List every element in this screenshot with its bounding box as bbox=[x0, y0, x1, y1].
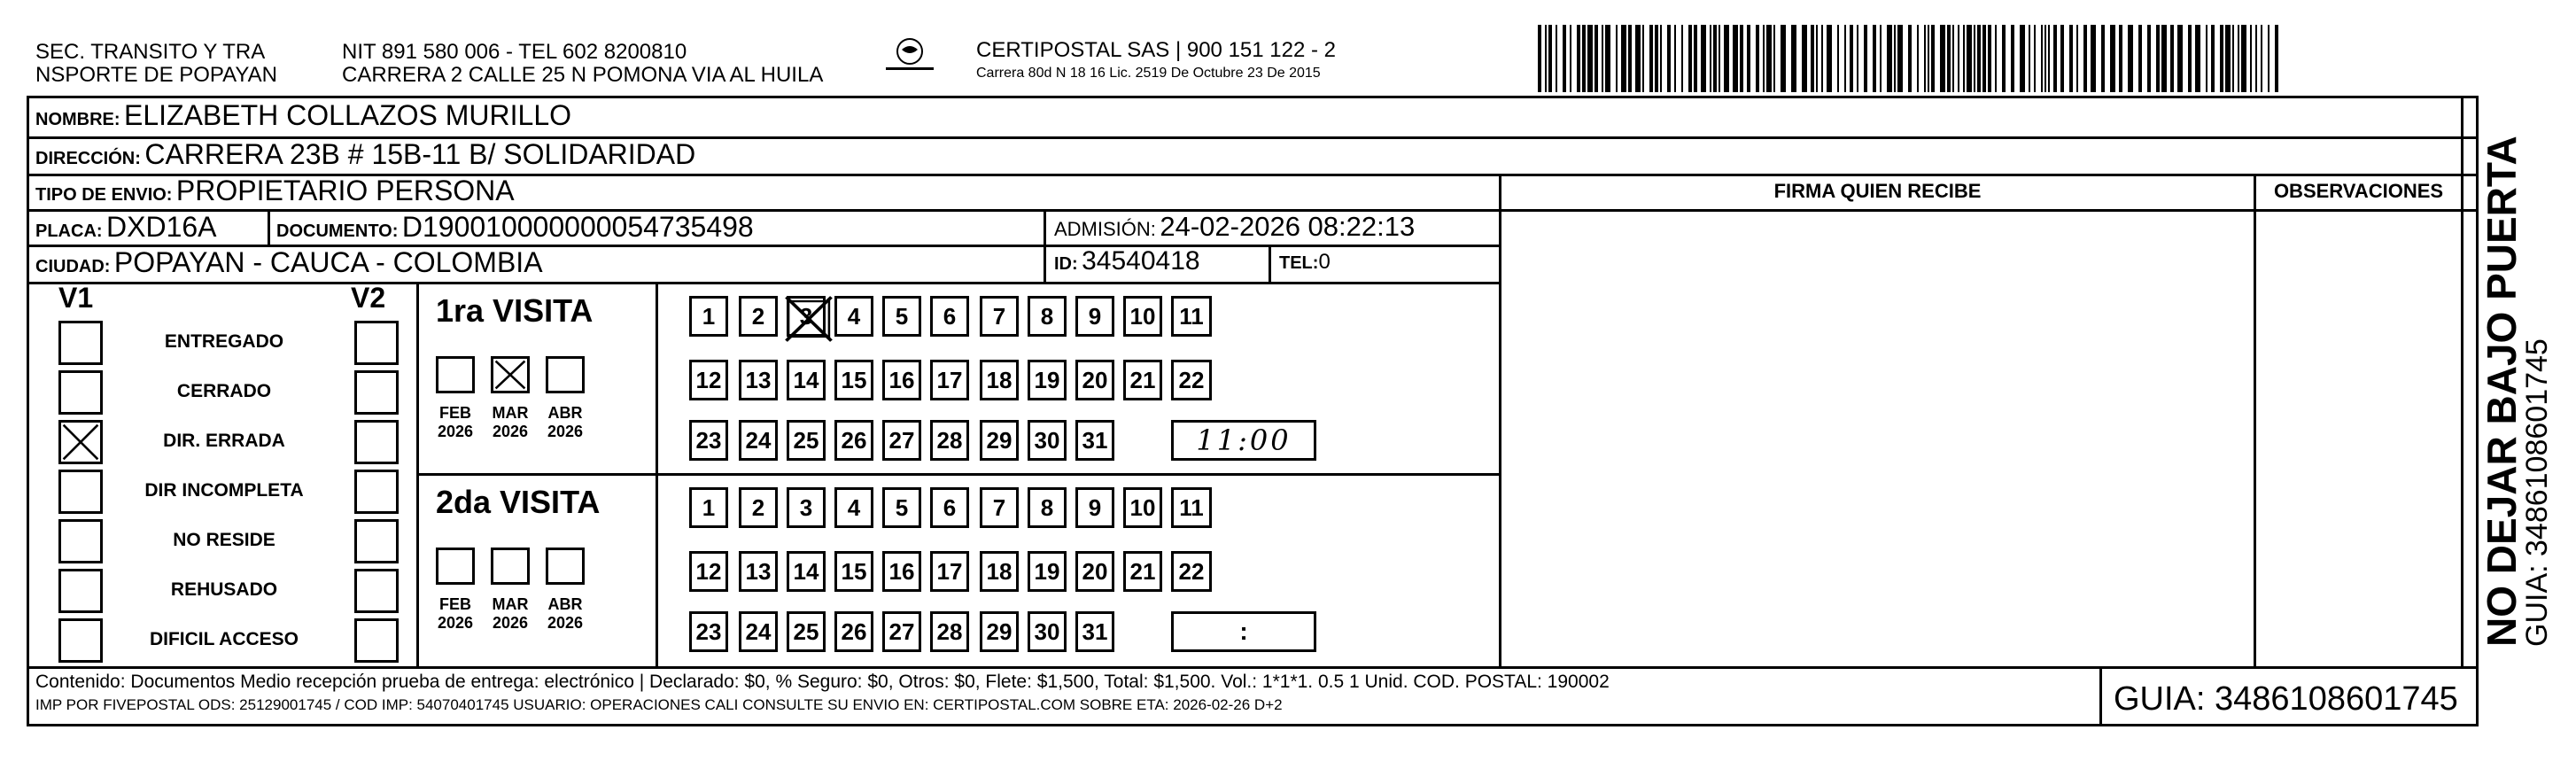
day-box[interactable] bbox=[787, 551, 826, 592]
status-v1-checkbox[interactable] bbox=[58, 470, 103, 514]
day-number: 3 bbox=[799, 302, 813, 330]
day-box[interactable] bbox=[1075, 611, 1114, 652]
status-v1-checkbox[interactable] bbox=[58, 321, 103, 365]
day-box[interactable] bbox=[1171, 551, 1212, 592]
divider bbox=[1269, 245, 1271, 282]
divider bbox=[1499, 209, 2461, 212]
day-box[interactable] bbox=[689, 296, 728, 337]
day-box[interactable] bbox=[834, 551, 873, 592]
day-box[interactable] bbox=[689, 487, 728, 528]
day-number: 24 bbox=[745, 618, 772, 645]
day-number: 29 bbox=[986, 618, 1013, 645]
day-box[interactable] bbox=[787, 296, 826, 337]
day-box[interactable] bbox=[1123, 360, 1162, 400]
status-v2-checkbox[interactable] bbox=[354, 519, 399, 563]
day-box[interactable] bbox=[1028, 611, 1067, 652]
barcode bbox=[1538, 25, 2287, 92]
day-number: 23 bbox=[695, 426, 722, 454]
month-label bbox=[539, 404, 592, 441]
side-guia: GUIA: 3486108601745 bbox=[2520, 338, 2554, 647]
month-name: FEB bbox=[439, 404, 471, 422]
footer-guia: GUIA: 3486108601745 bbox=[2114, 680, 2458, 718]
divider bbox=[268, 209, 270, 246]
day-number: 3 bbox=[799, 493, 813, 521]
day-number: 12 bbox=[695, 366, 722, 393]
day-box[interactable] bbox=[1028, 551, 1067, 592]
documento-value: D190010000000054735498 bbox=[401, 211, 754, 243]
carrier-address: Carrera 80d N 18 16 Lic. 2519 De Octubre 23 De 2015 bbox=[976, 66, 1321, 81]
month-year: 2026 bbox=[437, 423, 474, 440]
day-box[interactable] bbox=[1075, 360, 1114, 400]
day-box[interactable] bbox=[1171, 487, 1212, 528]
day-number: 10 bbox=[1129, 302, 1156, 330]
day-number: 30 bbox=[1034, 618, 1060, 645]
month-checkbox[interactable] bbox=[546, 356, 585, 393]
day-number: 18 bbox=[986, 557, 1013, 585]
x-mark-icon bbox=[61, 423, 100, 462]
admision-label: ADMISIÓN: bbox=[1054, 218, 1156, 240]
status-v1-checkbox[interactable] bbox=[58, 420, 103, 464]
month-name: ABR bbox=[547, 404, 583, 422]
day-box[interactable] bbox=[689, 420, 728, 461]
day-box[interactable] bbox=[882, 551, 921, 592]
day-box[interactable] bbox=[739, 487, 778, 528]
day-box[interactable] bbox=[739, 551, 778, 592]
day-number: 17 bbox=[936, 557, 963, 585]
day-number: 23 bbox=[695, 618, 722, 645]
status-v1-checkbox[interactable] bbox=[58, 569, 103, 613]
day-number: 27 bbox=[888, 426, 915, 454]
status-option-label: DIR INCOMPLETA bbox=[144, 480, 304, 501]
observaciones-area[interactable] bbox=[2257, 213, 2459, 664]
month-label bbox=[484, 595, 537, 633]
day-box[interactable] bbox=[980, 296, 1019, 337]
day-box[interactable] bbox=[980, 360, 1019, 400]
day-number: 10 bbox=[1129, 493, 1156, 521]
day-number: 15 bbox=[841, 557, 867, 585]
documento-row bbox=[276, 211, 754, 244]
placa-label: PLACA: bbox=[35, 221, 103, 241]
month-name: ABR bbox=[547, 595, 583, 613]
day-number: 28 bbox=[936, 426, 963, 454]
day-number: 9 bbox=[1088, 302, 1102, 330]
day-box[interactable] bbox=[1028, 420, 1067, 461]
day-number: 20 bbox=[1082, 366, 1108, 393]
tel-row bbox=[1279, 250, 1331, 275]
admision-row bbox=[1054, 211, 1415, 243]
day-number: 6 bbox=[943, 493, 957, 521]
day-box[interactable] bbox=[1123, 296, 1162, 337]
day-box[interactable] bbox=[930, 551, 969, 592]
status-option-label: NO RESIDE bbox=[173, 530, 275, 550]
status-v2-checkbox[interactable] bbox=[354, 569, 399, 613]
day-number: 9 bbox=[1088, 493, 1102, 521]
day-box[interactable] bbox=[930, 420, 969, 461]
day-box[interactable] bbox=[1028, 296, 1067, 337]
tipo-envio-row bbox=[35, 175, 515, 207]
day-number: 11 bbox=[1179, 302, 1204, 330]
day-number: 29 bbox=[986, 426, 1013, 454]
day-number: 22 bbox=[1178, 557, 1205, 585]
day-number: 4 bbox=[847, 302, 861, 330]
direccion-label: DIRECCIÓN: bbox=[35, 149, 141, 168]
status-v2-checkbox[interactable] bbox=[354, 321, 399, 365]
day-box[interactable] bbox=[882, 487, 921, 528]
day-number: 27 bbox=[888, 618, 915, 645]
divider bbox=[416, 473, 1501, 476]
day-number: 8 bbox=[1040, 302, 1054, 330]
sender-address: CARRERA 2 CALLE 25 N POMONA VIA AL HUILA bbox=[342, 63, 824, 87]
visit-time: : bbox=[1239, 618, 1248, 645]
day-number: 17 bbox=[936, 366, 963, 393]
day-box[interactable] bbox=[1075, 296, 1114, 337]
day-number: 11 bbox=[1179, 493, 1204, 521]
day-number: 31 bbox=[1082, 426, 1108, 454]
day-number: 8 bbox=[1040, 493, 1054, 521]
status-option-label: DIR. ERRADA bbox=[163, 431, 285, 451]
day-number: 19 bbox=[1034, 557, 1060, 585]
tel-label: TEL: bbox=[1279, 253, 1319, 273]
day-box[interactable] bbox=[787, 360, 826, 400]
day-box[interactable] bbox=[787, 420, 826, 461]
carrier-info bbox=[976, 39, 1336, 85]
nombre-value: ELIZABETH COLLAZOS MURILLO bbox=[124, 99, 572, 131]
ciudad-row bbox=[35, 246, 543, 279]
x-mark-icon bbox=[493, 359, 527, 391]
day-number: 13 bbox=[745, 557, 772, 585]
day-box[interactable] bbox=[882, 420, 921, 461]
placa-row bbox=[35, 211, 217, 244]
nombre-row bbox=[35, 99, 571, 132]
day-number: 18 bbox=[986, 366, 1013, 393]
direccion-value: CARRERA 23B # 15B-11 B/ SOLIDARIDAD bbox=[144, 138, 696, 170]
day-number: 26 bbox=[841, 426, 867, 454]
day-box[interactable] bbox=[930, 611, 969, 652]
day-box[interactable] bbox=[1171, 296, 1212, 337]
day-number: 7 bbox=[992, 493, 1006, 521]
ciudad-value: POPAYAN - CAUCA - COLOMBIA bbox=[113, 246, 543, 278]
day-box[interactable] bbox=[787, 487, 826, 528]
day-box[interactable] bbox=[689, 360, 728, 400]
month-checkbox[interactable] bbox=[546, 548, 585, 585]
visit-time-box[interactable] bbox=[1171, 611, 1316, 652]
day-box[interactable] bbox=[1075, 487, 1114, 528]
day-number: 16 bbox=[888, 557, 915, 585]
day-number: 14 bbox=[793, 557, 819, 585]
day-box[interactable] bbox=[882, 296, 921, 337]
day-box[interactable] bbox=[930, 296, 969, 337]
day-box[interactable] bbox=[739, 360, 778, 400]
id-value: 34540418 bbox=[1082, 246, 1200, 276]
day-number: 4 bbox=[847, 493, 861, 521]
month-name: FEB bbox=[439, 595, 471, 613]
tel-value: 0 bbox=[1318, 250, 1331, 274]
status-v1-checkbox[interactable] bbox=[58, 370, 103, 415]
v2-label: V2 bbox=[351, 282, 386, 314]
day-box[interactable] bbox=[1123, 487, 1162, 528]
day-number: 16 bbox=[888, 366, 915, 393]
status-option-label: REHUSADO bbox=[170, 579, 278, 600]
admision-value: 24-02-2026 08:22:13 bbox=[1160, 211, 1416, 242]
month-name: MAR bbox=[492, 595, 529, 613]
carrier-name: CERTIPOSTAL SAS | 900 151 122 - 2 bbox=[976, 38, 1336, 62]
day-number: 30 bbox=[1034, 426, 1060, 454]
divider bbox=[2099, 666, 2102, 726]
day-number: 21 bbox=[1129, 557, 1156, 585]
status-v1-checkbox[interactable] bbox=[58, 618, 103, 663]
side-notice bbox=[2479, 115, 2554, 647]
day-box[interactable] bbox=[882, 611, 921, 652]
month-label bbox=[539, 595, 592, 633]
day-box[interactable] bbox=[739, 420, 778, 461]
day-number: 14 bbox=[793, 366, 819, 393]
day-number: 26 bbox=[841, 618, 867, 645]
day-box[interactable] bbox=[834, 611, 873, 652]
day-number: 20 bbox=[1082, 557, 1108, 585]
nombre-label: NOMBRE: bbox=[35, 110, 120, 129]
footer-print-info: IMP POR FIVEPOSTAL ODS: 25129001745 / COD IMP: 54070401745 USUARIO: OPERACIONES CALI CONSULTE SU ENVIO EN: CERTIPOSTAL.COM SOBRE ETA: 2026-02-26 D+2 bbox=[35, 696, 1283, 713]
day-box[interactable] bbox=[1028, 487, 1067, 528]
footer-content: Contenido: Documentos Medio recepción prueba de entrega: electrónico | Declarado: $0, % Seguro: $0, Otros: $0, Flete: $1,500, Total: $1,500. Vol.: 1*1*1. 0.5 1 Unid. COD. POSTAL: 190002 bbox=[35, 672, 1610, 692]
day-box[interactable] bbox=[1075, 420, 1114, 461]
day-number: 7 bbox=[992, 302, 1006, 330]
day-box[interactable] bbox=[739, 296, 778, 337]
day-number: 5 bbox=[895, 302, 909, 330]
day-box[interactable] bbox=[980, 611, 1019, 652]
placa-value: DXD16A bbox=[106, 211, 217, 243]
sender-line-2: NSPORTE DE POPAYAN bbox=[35, 63, 277, 87]
day-box[interactable] bbox=[834, 360, 873, 400]
month-checkbox[interactable] bbox=[491, 356, 530, 393]
status-v1-checkbox[interactable] bbox=[58, 519, 103, 563]
day-box[interactable] bbox=[689, 551, 728, 592]
no-dejar-bajo-puerta: NO DEJAR BAJO PUERTA bbox=[2479, 136, 2525, 647]
divider bbox=[27, 282, 1501, 284]
observaciones-label: OBSERVACIONES bbox=[2273, 180, 2444, 202]
tipo-envio-value: PROPIETARIO PERSONA bbox=[175, 175, 515, 206]
day-box[interactable] bbox=[1123, 551, 1162, 592]
day-number: 24 bbox=[745, 426, 772, 454]
day-number: 2 bbox=[751, 302, 765, 330]
day-box[interactable] bbox=[739, 611, 778, 652]
day-box[interactable] bbox=[834, 420, 873, 461]
v1-label: V1 bbox=[58, 282, 94, 314]
day-box[interactable] bbox=[689, 611, 728, 652]
certipostal-logo bbox=[882, 37, 937, 78]
day-box[interactable] bbox=[980, 551, 1019, 592]
day-number: 25 bbox=[793, 618, 819, 645]
day-number: 1 bbox=[702, 302, 716, 330]
month-year: 2026 bbox=[547, 423, 584, 440]
day-number: 31 bbox=[1082, 618, 1108, 645]
certipostal-logo-icon bbox=[882, 37, 937, 78]
status-option-label: CERRADO bbox=[176, 381, 272, 401]
day-number: 21 bbox=[1129, 366, 1156, 393]
month-label bbox=[429, 404, 482, 441]
day-box[interactable] bbox=[834, 487, 873, 528]
month-name: MAR bbox=[492, 404, 529, 422]
day-number: 13 bbox=[745, 366, 772, 393]
day-box[interactable] bbox=[980, 420, 1019, 461]
documento-label: DOCUMENTO: bbox=[276, 221, 399, 241]
direccion-row bbox=[35, 138, 695, 171]
month-year: 2026 bbox=[492, 423, 529, 440]
day-number: 2 bbox=[751, 493, 765, 521]
day-number: 5 bbox=[895, 493, 909, 521]
day-box[interactable] bbox=[882, 360, 921, 400]
tipo-envio-label: TIPO DE ENVIO: bbox=[35, 185, 173, 205]
firma-label: FIRMA QUIEN RECIBE bbox=[1773, 180, 1982, 202]
divider bbox=[2254, 174, 2256, 668]
status-v2-checkbox[interactable] bbox=[354, 370, 399, 415]
status-v2-checkbox[interactable] bbox=[354, 420, 399, 464]
day-box[interactable] bbox=[930, 360, 969, 400]
day-number: 28 bbox=[936, 618, 963, 645]
firma-area[interactable] bbox=[1502, 213, 2252, 664]
day-number: 19 bbox=[1034, 366, 1060, 393]
day-number: 25 bbox=[793, 426, 819, 454]
day-box[interactable] bbox=[1075, 551, 1114, 592]
sender-line-1: SEC. TRANSITO Y TRA bbox=[35, 40, 266, 64]
status-v2-checkbox[interactable] bbox=[354, 470, 399, 514]
visit-title: 2da VISITA bbox=[436, 484, 601, 520]
day-number: 15 bbox=[841, 366, 867, 393]
day-box[interactable] bbox=[1028, 360, 1067, 400]
sender-contact bbox=[342, 41, 823, 87]
month-checkbox[interactable] bbox=[491, 548, 530, 585]
day-number: 1 bbox=[702, 493, 716, 521]
month-year: 2026 bbox=[437, 614, 474, 632]
month-label bbox=[429, 595, 482, 633]
day-box[interactable] bbox=[930, 487, 969, 528]
month-year: 2026 bbox=[547, 614, 584, 632]
sender-nit: NIT 891 580 006 - TEL 602 8200810 bbox=[342, 40, 687, 64]
month-checkbox[interactable] bbox=[436, 356, 475, 393]
divider bbox=[1499, 174, 1501, 668]
day-box[interactable] bbox=[1171, 360, 1212, 400]
visit-time: 11:00 bbox=[1196, 423, 1292, 457]
status-option-label: DIFICIL ACCESO bbox=[149, 629, 299, 649]
month-checkbox[interactable] bbox=[436, 548, 475, 585]
day-number: 22 bbox=[1178, 366, 1205, 393]
id-label: ID: bbox=[1054, 254, 1078, 274]
day-box[interactable] bbox=[834, 296, 873, 337]
visit-time-box[interactable] bbox=[1171, 420, 1316, 461]
day-box[interactable] bbox=[980, 487, 1019, 528]
divider bbox=[1044, 209, 1046, 282]
ciudad-label: CIUDAD: bbox=[35, 257, 111, 276]
id-row bbox=[1054, 246, 1200, 276]
day-number: 12 bbox=[695, 557, 722, 585]
day-box[interactable] bbox=[787, 611, 826, 652]
sender-name bbox=[35, 41, 277, 87]
month-year: 2026 bbox=[492, 614, 529, 632]
divider bbox=[2461, 96, 2463, 668]
status-v2-checkbox[interactable] bbox=[354, 618, 399, 663]
month-label bbox=[484, 404, 537, 441]
day-number: 6 bbox=[943, 302, 957, 330]
visit-title: 1ra VISITA bbox=[436, 292, 594, 329]
divider bbox=[27, 666, 2479, 669]
status-option-label: ENTREGADO bbox=[164, 331, 284, 352]
